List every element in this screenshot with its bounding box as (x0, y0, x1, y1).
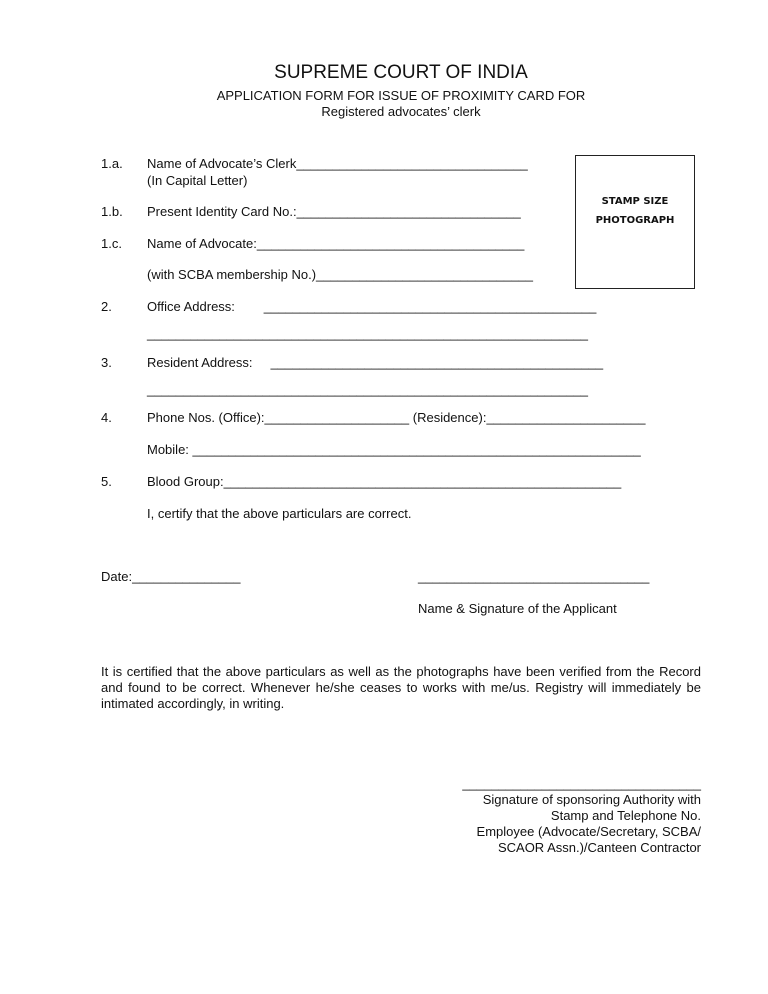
certification-paragraph: It is certified that the above particulars as well as the photographs have been verified from the Record and found to be correct. Whenever he/she ceases to works with me/us. Registry will immediately be intimated accordingly, in writing. (101, 664, 701, 711)
date-field: Date:_______________ (101, 569, 241, 584)
phone-field: Phone Nos. (Office):____________________ (Residence):______________________ (147, 410, 646, 425)
sponsor-signature-line: _________________________________ (462, 776, 701, 791)
office-address-line-2: _____________________________________________________________ (147, 326, 589, 341)
photo-label-2: PHOTOGRAPH (595, 215, 675, 226)
form-title: SUPREME COURT OF INDIA (274, 62, 528, 83)
blood-group-field: Blood Group:_______________________________________________________ (147, 474, 622, 489)
field-number: 2. (101, 299, 112, 314)
applicant-signature-label: Name & Signature of the Applicant (418, 601, 617, 616)
identity-card-field: Present Identity Card No.:_______________________________ (147, 204, 521, 219)
sponsor-label-4: SCAOR Assn.)/Canteen Contractor (497, 840, 701, 855)
field-number: 5. (101, 474, 112, 489)
field-number: 1.a. (101, 156, 123, 171)
form-subtitle: APPLICATION FORM FOR ISSUE OF PROXIMITY CARD FOR (216, 88, 586, 103)
applicant-signature-line: ________________________________ (418, 569, 650, 584)
sponsor-label-2: Stamp and Telephone No. (550, 808, 701, 823)
field-number: 1.b. (101, 204, 123, 219)
clerk-name-note: (In Capital Letter) (147, 173, 248, 188)
scba-membership-field: (with SCBA membership No.)______________________________ (147, 267, 533, 282)
field-number: 3. (101, 355, 112, 370)
field-number: 1.c. (101, 236, 122, 251)
sponsor-label-3: Employee (Advocate/Secretary, SCBA/ (476, 824, 701, 839)
resident-address-field: Resident Address: ______________________________________________ (147, 355, 604, 370)
mobile-field: Mobile: ______________________________________________________________ (147, 442, 641, 457)
advocate-name-field: Name of Advocate:_____________________________________ (147, 236, 525, 251)
field-number: 4. (101, 410, 112, 425)
clerk-name-field: Name of Advocate’s Clerk________________________________ (147, 156, 528, 171)
office-address-field: Office Address: ______________________________________________ (147, 299, 597, 314)
form-subtitle-2: Registered advocates’ clerk (321, 104, 481, 119)
photo-label-1: STAMP SIZE (601, 196, 669, 207)
photo-placeholder (575, 155, 695, 289)
resident-address-line-2: _____________________________________________________________ (147, 382, 589, 397)
sponsor-label-1: Signature of sponsoring Authority with (482, 792, 701, 807)
certify-statement: I, certify that the above particulars are correct. (147, 506, 412, 521)
